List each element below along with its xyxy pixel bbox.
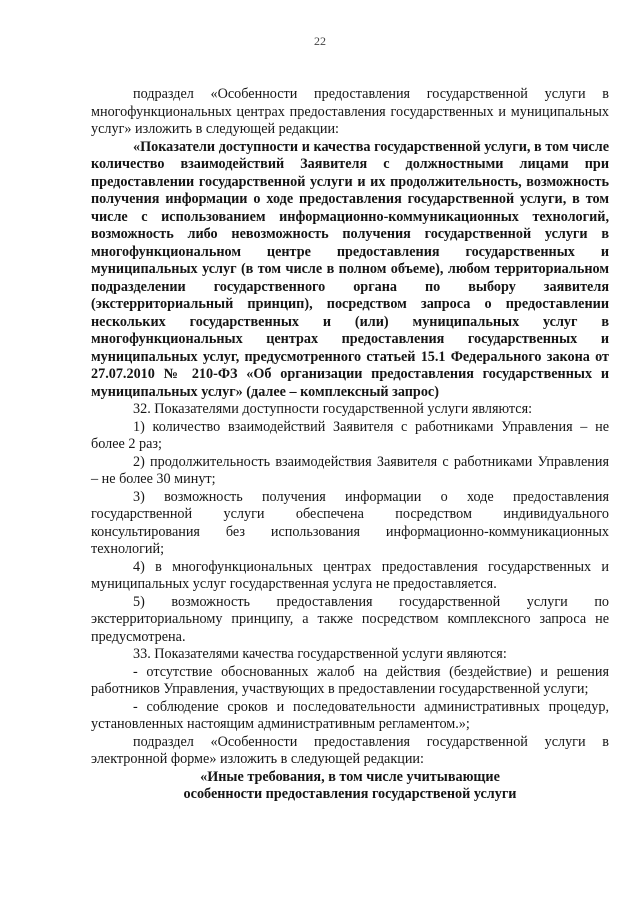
paragraph-32-item-2: 2) продолжительность взаимодействия Заявителя с работниками Управления – не более 30 минут; — [91, 453, 609, 487]
paragraph-32-item-3: 3) возможность получения информации о ходе предоставления государственной услуги обеспечена посредством индивидуального консультирования без использования информационно-коммуникационных технологий; — [91, 488, 609, 557]
paragraph-indicators-heading: «Показатели доступности и качества государственной услуги, в том числе количество взаимодействий Заявителя с должностными лицами при предоставлении государственной услуги и их продолжительность, возможность получения информации о ходе предоставления государственной услуги, в том числе с использованием информационно-коммуникационных технологий, возможность либо невозможность получения государственной услуги в многофункциональном центре предоставления государственных и муниципальных услуг (в том числе в полном объеме), любом территориальном подразделении государственного органа по выбору заявителя (экстерриториальный принцип), посредством запроса о предоставлении нескольких государственных и (или) муниципальных услуг в многофункциональных центрах предоставления государственных и муниципальных услуг, предусмотренного статьей 15.1 Федерального закона от 27.07.2010 № 210-ФЗ «Об организации предоставления государственных и муниципальных услуг» (далее – комплексный запрос) — [91, 138, 609, 400]
paragraph-33-item-2: - соблюдение сроков и последовательности административных процедур, установленных настоящим административным регламентом.»; — [91, 698, 609, 732]
section-heading-line-1: «Иные требования, в том числе учитывающие — [200, 768, 500, 785]
paragraph-32-item-4: 4) в многофункциональных центрах предоставления государственных и муниципальных услуг государственная услуга не предоставляется. — [91, 558, 609, 592]
paragraph-33: 33. Показателями качества государственной услуги являются: — [133, 646, 507, 662]
paragraph-intro-electronic: подраздел «Особенности предоставления государственной услуги в электронной форме» изложить в следующей редакции: — [91, 733, 609, 767]
section-heading-line-2: особенности предоставления государственой услуги — [183, 786, 517, 802]
document-body — [91, 86, 609, 804]
paragraph-32-item-1: 1) количество взаимодействий Заявителя с работниками Управления – не более 2 раз; — [91, 418, 609, 452]
paragraph-intro-mfc: подраздел «Особенности предоставления государственной услуги в многофункциональных центрах предоставления государственных и муниципальных услуг» изложить в следующей редакции: — [91, 86, 609, 137]
paragraph-33-item-1: - отсутствие обоснованных жалоб на действия (бездействие) и решения работников Управления, участвующих в предоставлении государственной услуги; — [91, 663, 609, 697]
paragraph-32: 32. Показателями доступности государственной услуги являются: — [133, 401, 533, 417]
page-number: 22 — [314, 34, 326, 48]
paragraph-32-item-5: 5) возможность предоставления государственной услуги по экстерриториальному принципу, а также посредством комплексного запроса не предусмотрена. — [91, 593, 609, 645]
